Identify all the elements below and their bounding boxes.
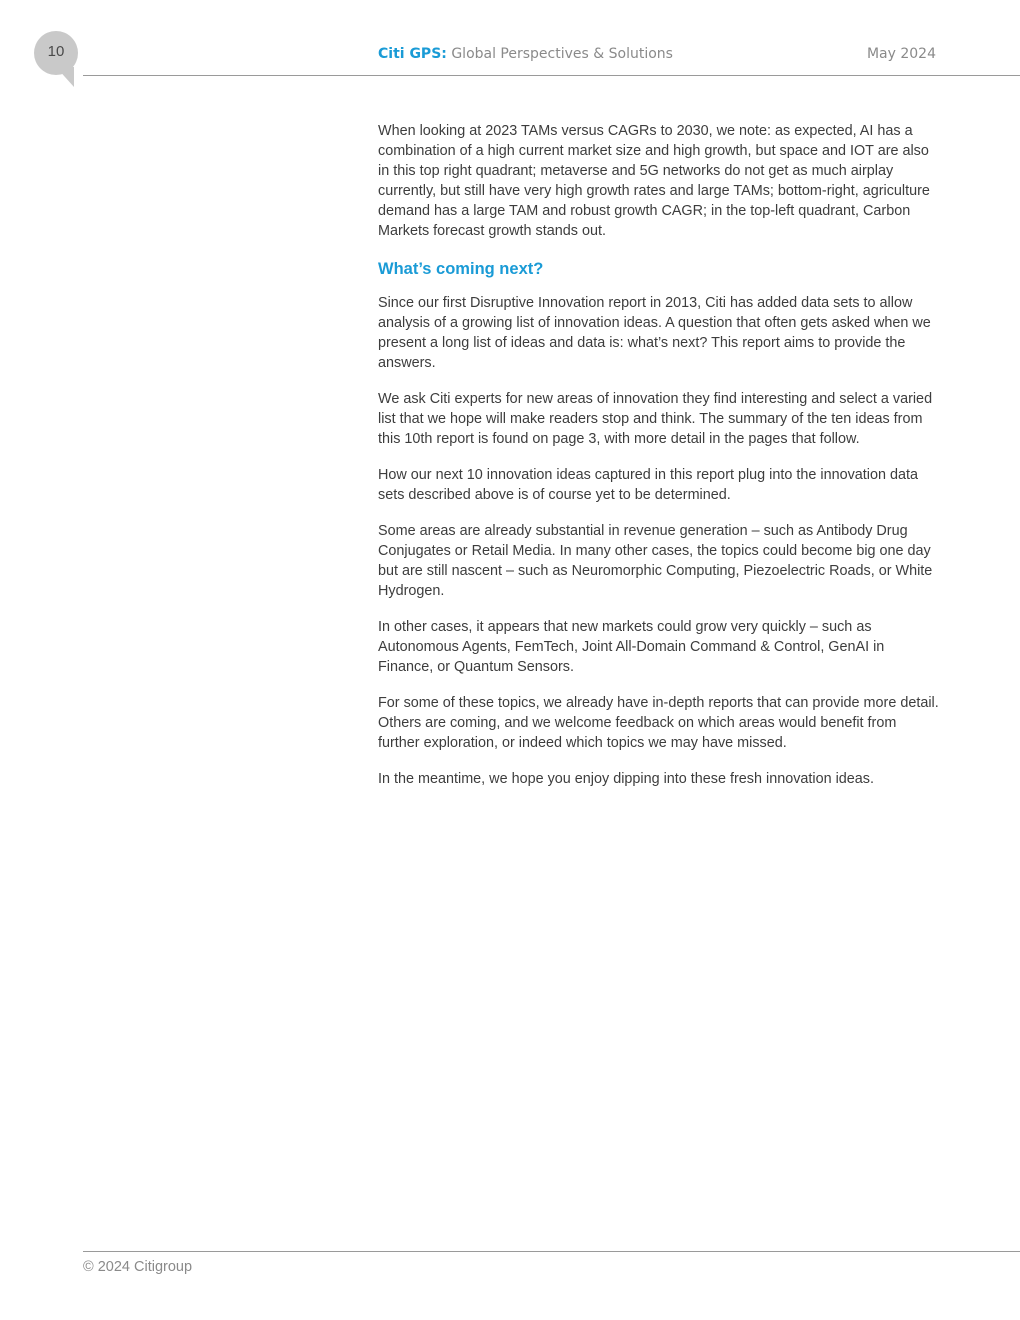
header-date: May 2024 xyxy=(866,46,936,62)
body-paragraph: Since our first Disruptive Innovation report in 2013, Citi has added data sets to allow analysis of a growing list of innovation ideas. A question that often gets asked when we present a long list of ideas and data is: what’s next? This report aims to provide the answers. xyxy=(378,295,931,371)
header-publication-title xyxy=(378,46,673,62)
body-paragraph: For some of these topics, we already have in-depth reports that can provide more detail. Others are coming, and we welcome feedback on which areas would benefit from further exploration, or indeed which topics we may have missed. xyxy=(378,695,939,751)
footer-divider xyxy=(83,1251,1020,1252)
brand-subtitle: Global Perspectives & Solutions xyxy=(446,46,673,62)
body-paragraph: In the meantime, we hope you enjoy dipping into these fresh innovation ideas. xyxy=(378,771,874,787)
body-paragraph: In other cases, it appears that new markets could grow very quickly – such as Autonomous Agents, FemTech, Joint All-Domain Command & Control, GenAI in Finance, or Quantum Sensors. xyxy=(378,619,885,675)
speech-bubble-tail xyxy=(56,67,74,87)
body-paragraph: How our next 10 innovation ideas captured in this report plug into the innovation data sets described above is of course yet to be determined. xyxy=(378,467,919,503)
intro-paragraph: When looking at 2023 TAMs versus CAGRs to 2030, we note: as expected, AI has a combination of a high current market size and high growth, but space and IOT are also in this top right quadrant; metaverse and 5G networks do not get as much airplay currently, but still have very high growth rates and large TAMs; bottom-right, agriculture demand has a large TAM and robust growth CAGR; in the top-left quadrant, Carbon Markets forecast growth stands out. xyxy=(378,123,930,239)
main-content xyxy=(378,121,940,805)
header-divider xyxy=(83,75,1020,76)
body-paragraph: Some areas are already substantial in revenue generation – such as Antibody Drug Conjugates or Retail Media. In many other cases, the topics could become big one day but are still nascent – such as Neuromorphic Computing, Piezoelectric Roads, or White Hydrogen. xyxy=(378,523,933,599)
page-number-badge xyxy=(34,31,78,75)
page-number: 10 xyxy=(47,43,65,60)
section-heading: What’s coming next? xyxy=(378,260,544,278)
footer-copyright: © 2024 Citigroup xyxy=(83,1259,193,1275)
body-paragraph: We ask Citi experts for new areas of innovation they find interesting and select a varied list that we hope will make readers stop and think. The summary of the ten ideas from this 10th report is found on page 3, with more detail in the pages that follow. xyxy=(378,391,933,447)
brand-name: Citi GPS: xyxy=(378,46,447,62)
